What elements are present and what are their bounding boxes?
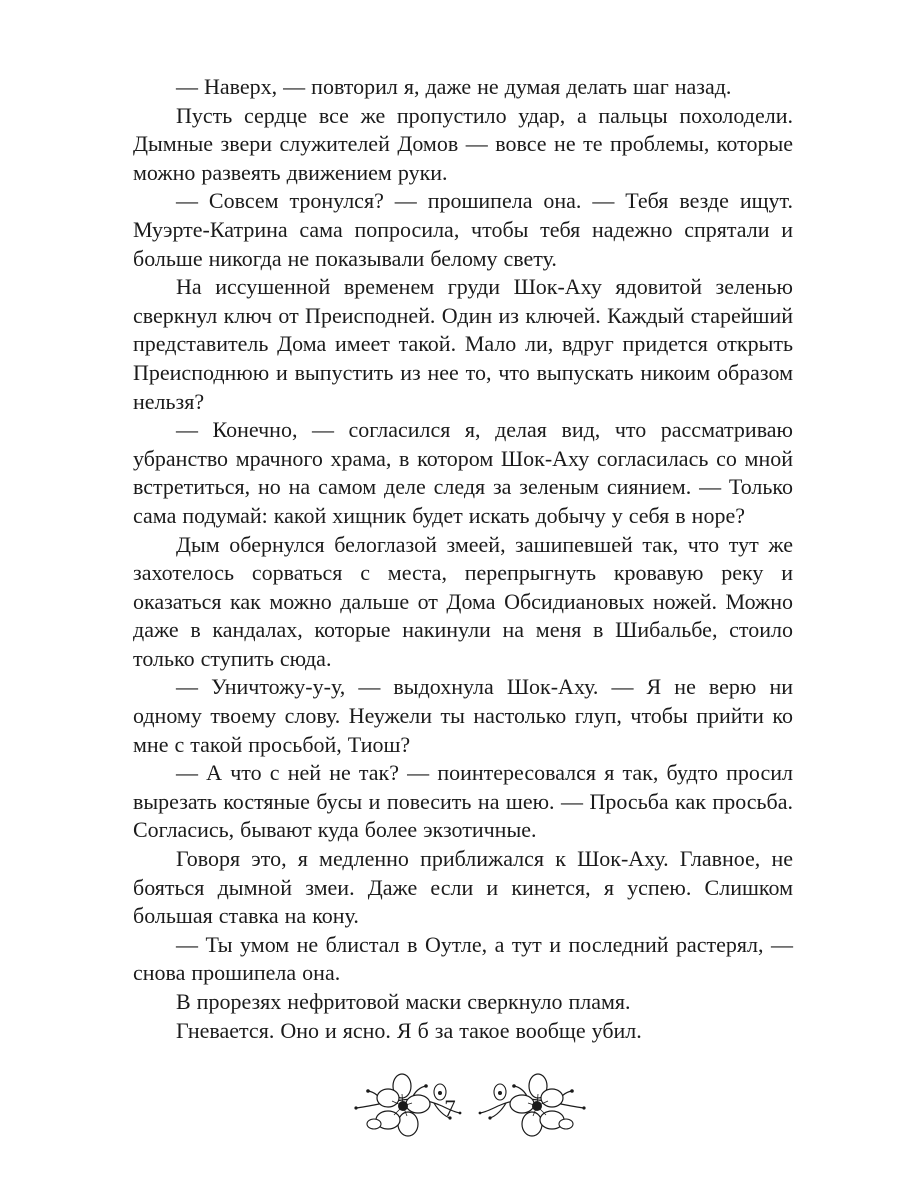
paragraph: — Ты умом не блистал в Оутле, а тут и последний растерял, — снова прошипела она. bbox=[133, 931, 793, 986]
page-number: 7 bbox=[444, 1096, 456, 1121]
paragraph: На иссушенной временем груди Шок-Аху ядовитой зеленью сверкнул ключ от Преисподней. Один из ключей. Каждый старейший представитель Дома имеет такой. Мало ли, вдруг придется открыть Преисподнюю и выпустить из нее то, что выпускать никоим образом нельзя? bbox=[133, 274, 793, 414]
body-text bbox=[133, 73, 793, 1045]
paragraph: — Наверх, — повторил я, даже не думая делать шаг назад. bbox=[176, 74, 732, 99]
paragraph: В прорезях нефритовой маски сверкнуло пламя. bbox=[176, 989, 631, 1014]
paragraph: — Конечно, — согласился я, делая вид, что рассматриваю убранство мрачного храма, в котором Шок-Аху согласилась со мной встретиться, но на самом деле следя за зеленым сиянием. — Только сама подумай: какой хищник будет искать добычу у себя в норе? bbox=[133, 417, 793, 528]
paragraph: — Уничтожу-у-у, — выдохнула Шок-Аху. — Я не верю ни одному твоему слову. Неужели ты настолько глуп, чтобы прийти ко мне с такой просьбой, Тиош? bbox=[133, 674, 793, 757]
paragraph: Гневается. Оно и ясно. Я б за такое вообще убил. bbox=[176, 1017, 642, 1043]
paragraph: Дым обернулся белоглазой змеей, зашипевшей так, что тут же захотелось сорваться с места, перепрыгнуть кровавую реку и оказаться как можно дальше от Дома Обсидиановых ножей. Можно даже в кандалах, которые накинули на меня в Шибальбе, стоило только ступить сюда. bbox=[133, 531, 793, 671]
page-footer bbox=[0, 1072, 900, 1142]
paragraph: — А что с ней не так? — поинтересовался я так, будто просил вырезать костяные бусы и повесить на шею. — Просьба как просьба. Согласись, бывают куда более экзотичные. bbox=[133, 760, 793, 843]
paragraph: — Совсем тронулся? — прошипела она. — Тебя везде ищут. Муэрте-Катрина сама попросила, чтобы тебя надежно спрятали и больше никогда не показывали белому свету. bbox=[133, 188, 793, 271]
paragraph: Пусть сердце все же пропустило удар, а пальцы похолодели. Дымные звери служителей Домов — вовсе не те проблемы, которые можно развеять движением руки. bbox=[133, 102, 793, 185]
paragraph: Говоря это, я медленно приближался к Шок-Аху. Главное, не бояться дымной змеи. Даже если и кинется, я успею. Слишком большая ставка на кону. bbox=[133, 846, 793, 929]
floral-branch-icon bbox=[478, 1072, 588, 1142]
